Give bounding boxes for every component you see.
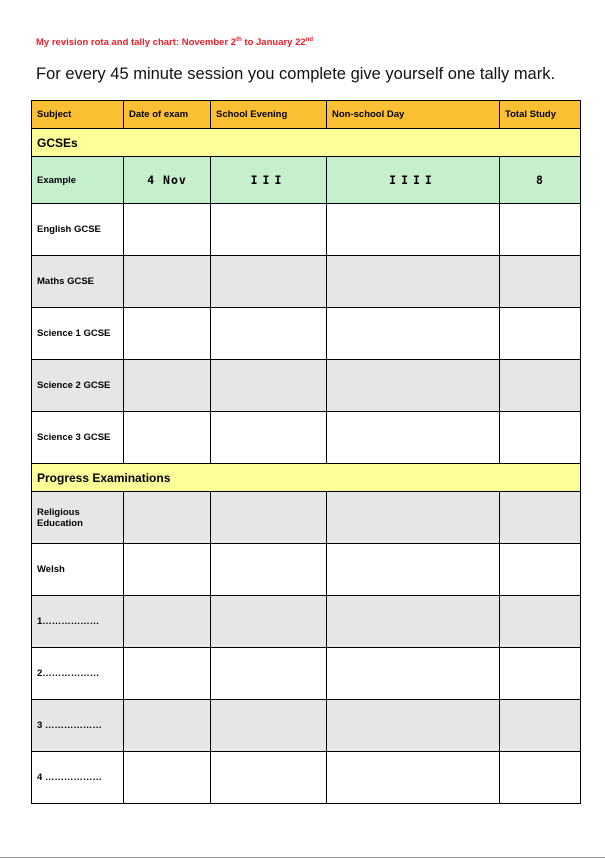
date-cell[interactable] bbox=[124, 360, 211, 412]
total-cell[interactable] bbox=[500, 544, 581, 596]
school-evening-cell[interactable] bbox=[211, 412, 327, 464]
school-evening-cell[interactable] bbox=[211, 700, 327, 752]
example-subject: Example bbox=[32, 157, 124, 204]
date-cell[interactable] bbox=[124, 752, 211, 804]
non-school-day-cell[interactable] bbox=[327, 492, 500, 544]
page-heading: For every 45 minute session you complete give yourself one tally mark. bbox=[36, 65, 556, 83]
table-row-blank-2 bbox=[32, 648, 581, 700]
subject-label: 1……………… bbox=[32, 596, 124, 648]
example-school-evening-tally: III bbox=[211, 157, 327, 204]
school-evening-cell[interactable] bbox=[211, 648, 327, 700]
date-cell[interactable] bbox=[124, 648, 211, 700]
subject-label: Science 3 GCSE bbox=[32, 412, 124, 464]
total-cell[interactable] bbox=[500, 492, 581, 544]
column-header-date-of-exam: Date of exam bbox=[124, 101, 211, 129]
table-row-blank-3 bbox=[32, 700, 581, 752]
column-header-school-evening: School Evening bbox=[211, 101, 327, 129]
school-evening-cell[interactable] bbox=[211, 596, 327, 648]
non-school-day-cell[interactable] bbox=[327, 256, 500, 308]
subject-label: Welsh bbox=[32, 544, 124, 596]
non-school-day-cell[interactable] bbox=[327, 752, 500, 804]
subject-label: Maths GCSE bbox=[32, 256, 124, 308]
total-cell[interactable] bbox=[500, 752, 581, 804]
table-row-science-3-gcse bbox=[32, 412, 581, 464]
chart-subtitle bbox=[36, 37, 313, 48]
total-cell[interactable] bbox=[500, 256, 581, 308]
subject-label: Science 2 GCSE bbox=[32, 360, 124, 412]
example-non-school-day-tally: IIII bbox=[327, 157, 500, 204]
subject-label: English GCSE bbox=[32, 204, 124, 256]
non-school-day-cell[interactable] bbox=[327, 648, 500, 700]
school-evening-cell[interactable] bbox=[211, 256, 327, 308]
table-row-science-2-gcse bbox=[32, 360, 581, 412]
non-school-day-cell[interactable] bbox=[327, 596, 500, 648]
subject-label: 3 ……………… bbox=[32, 700, 124, 752]
school-evening-cell[interactable] bbox=[211, 204, 327, 256]
column-header-subject: Subject bbox=[32, 101, 124, 129]
section-title-gcse: GCSEs bbox=[32, 129, 581, 157]
school-evening-cell[interactable] bbox=[211, 492, 327, 544]
total-cell[interactable] bbox=[500, 412, 581, 464]
table-row-blank-1 bbox=[32, 596, 581, 648]
subject-label: Religious Education bbox=[32, 492, 124, 544]
example-row bbox=[32, 157, 581, 204]
date-cell[interactable] bbox=[124, 412, 211, 464]
table-header-row bbox=[32, 101, 581, 129]
date-cell[interactable] bbox=[124, 204, 211, 256]
revision-rota-table bbox=[31, 100, 581, 804]
example-date: 4 Nov bbox=[124, 157, 211, 204]
page-bottom-divider bbox=[0, 857, 605, 858]
table-row-welsh bbox=[32, 544, 581, 596]
total-cell[interactable] bbox=[500, 700, 581, 752]
total-cell[interactable] bbox=[500, 648, 581, 700]
table-row-english-gcse bbox=[32, 204, 581, 256]
table-row-science-1-gcse bbox=[32, 308, 581, 360]
non-school-day-cell[interactable] bbox=[327, 204, 500, 256]
table-row-maths-gcse bbox=[32, 256, 581, 308]
section-title-progress-examinations: Progress Examinations bbox=[32, 464, 581, 492]
date-cell[interactable] bbox=[124, 256, 211, 308]
non-school-day-cell[interactable] bbox=[327, 308, 500, 360]
school-evening-cell[interactable] bbox=[211, 752, 327, 804]
non-school-day-cell[interactable] bbox=[327, 360, 500, 412]
total-cell[interactable] bbox=[500, 360, 581, 412]
subtitle-sup-1: th bbox=[236, 37, 242, 43]
subtitle-text-1: My revision rota and tally chart: November 2 bbox=[36, 37, 237, 49]
school-evening-cell[interactable] bbox=[211, 308, 327, 360]
school-evening-cell[interactable] bbox=[211, 544, 327, 596]
date-cell[interactable] bbox=[124, 492, 211, 544]
column-header-non-school-day: Non-school Day bbox=[327, 101, 500, 129]
subject-label: 4 ……………… bbox=[32, 752, 124, 804]
date-cell[interactable] bbox=[124, 544, 211, 596]
school-evening-cell[interactable] bbox=[211, 360, 327, 412]
section-row-gcse bbox=[32, 129, 581, 157]
table-row-blank-4 bbox=[32, 752, 581, 804]
column-header-total-study: Total Study bbox=[500, 101, 581, 129]
subject-label: 2……………… bbox=[32, 648, 124, 700]
total-cell[interactable] bbox=[500, 596, 581, 648]
non-school-day-cell[interactable] bbox=[327, 544, 500, 596]
date-cell[interactable] bbox=[124, 700, 211, 752]
total-cell[interactable] bbox=[500, 308, 581, 360]
subtitle-text-2: to January 22 bbox=[241, 37, 306, 49]
non-school-day-cell[interactable] bbox=[327, 412, 500, 464]
date-cell[interactable] bbox=[124, 596, 211, 648]
date-cell[interactable] bbox=[124, 308, 211, 360]
subject-label: Science 1 GCSE bbox=[32, 308, 124, 360]
total-cell[interactable] bbox=[500, 204, 581, 256]
subtitle-sup-2: nd bbox=[305, 37, 313, 43]
example-total: 8 bbox=[500, 157, 581, 204]
section-row-progress-examinations bbox=[32, 464, 581, 492]
non-school-day-cell[interactable] bbox=[327, 700, 500, 752]
table-row-religious-education bbox=[32, 492, 581, 544]
